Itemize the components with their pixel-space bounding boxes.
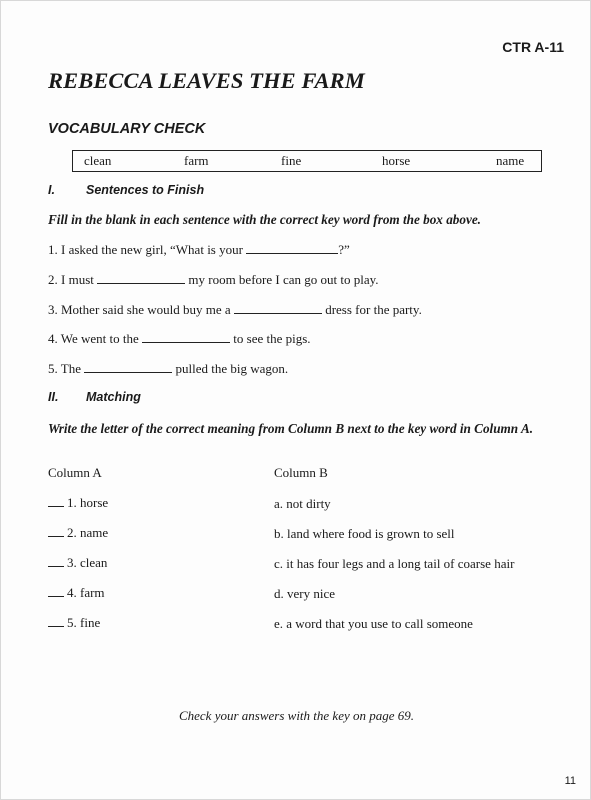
page-title: REBECCA LEAVES THE FARM: [48, 68, 365, 93]
answer-blank[interactable]: [234, 301, 322, 314]
column-a-item: [48, 615, 100, 631]
key-word: 2. name: [67, 525, 109, 540]
sentence-1: [48, 241, 350, 258]
part-two-numeral: II.: [48, 390, 59, 404]
sentence-text: ?”: [338, 242, 350, 257]
column-a-label: Column A: [48, 465, 102, 480]
page-code: CTR A-11: [502, 39, 564, 55]
answer-blank[interactable]: [246, 241, 338, 254]
sentence-3: [48, 301, 422, 318]
vocabulary-heading: VOCABULARY CHECK: [48, 121, 206, 137]
answer-key-note: Check your answers with the key on page 69.: [178, 708, 415, 723]
word-box-item: horse: [382, 153, 411, 168]
match-blank[interactable]: [48, 525, 64, 537]
word-box-item: clean: [84, 153, 112, 168]
part-two-heading: Matching: [86, 390, 141, 404]
sentence-text: to see the pigs.: [230, 331, 311, 346]
sentence-4: [48, 330, 311, 347]
column-a-item: [48, 495, 108, 511]
column-b-label: Column B: [274, 465, 328, 480]
key-word: 3. clean: [67, 555, 108, 570]
word-box: [72, 150, 542, 172]
key-word: 5. fine: [67, 615, 101, 630]
sentence-text: 3. Mother said she would buy me a: [48, 302, 234, 317]
word-box-item: name: [496, 153, 525, 168]
sentence-text: pulled the big wagon.: [172, 361, 289, 376]
part-one-heading: Sentences to Finish: [86, 183, 205, 197]
column-b-item: c. it has four legs and a long tail of coarse hair: [274, 556, 515, 571]
sentence-2: [48, 271, 379, 288]
column-a-item: [48, 525, 108, 541]
answer-blank[interactable]: [97, 271, 185, 284]
column-b-item: a. not dirty: [274, 496, 331, 511]
sentence-5: [48, 360, 288, 377]
word-box-item: farm: [184, 153, 209, 168]
page-number: 11: [564, 775, 576, 787]
answer-blank[interactable]: [142, 330, 230, 343]
part-one-instruction: Fill in the blank in each sentence with the correct key word from the box above.: [48, 212, 481, 227]
sentence-text: 2. I must: [48, 272, 98, 287]
sentence-text: 1. I asked the new girl, “What is your: [48, 242, 247, 257]
match-blank[interactable]: [48, 495, 64, 507]
column-a-item: [48, 555, 107, 571]
column-b-item: d. very nice: [274, 586, 336, 601]
key-word: 4. farm: [67, 585, 105, 600]
part-two-instruction: Write the letter of the correct meaning from Column B next to the key word in Column A.: [48, 421, 534, 436]
sentence-text: my room before I can go out to play.: [185, 272, 379, 287]
sentence-text: dress for the party.: [321, 302, 422, 317]
match-blank[interactable]: [48, 555, 64, 567]
key-word: 1. horse: [67, 495, 109, 510]
part-one-numeral: I.: [48, 183, 55, 197]
column-b-item: b. land where food is grown to sell: [274, 526, 455, 541]
word-box-item: fine: [281, 153, 302, 168]
column-a-item: [48, 585, 105, 601]
column-b-item: e. a word that you use to call someone: [274, 616, 473, 631]
sentence-text: 5. The: [48, 361, 85, 376]
match-blank[interactable]: [48, 615, 64, 627]
match-blank[interactable]: [48, 585, 64, 597]
sentence-text: 4. We went to the: [48, 331, 143, 346]
answer-blank[interactable]: [84, 360, 172, 373]
